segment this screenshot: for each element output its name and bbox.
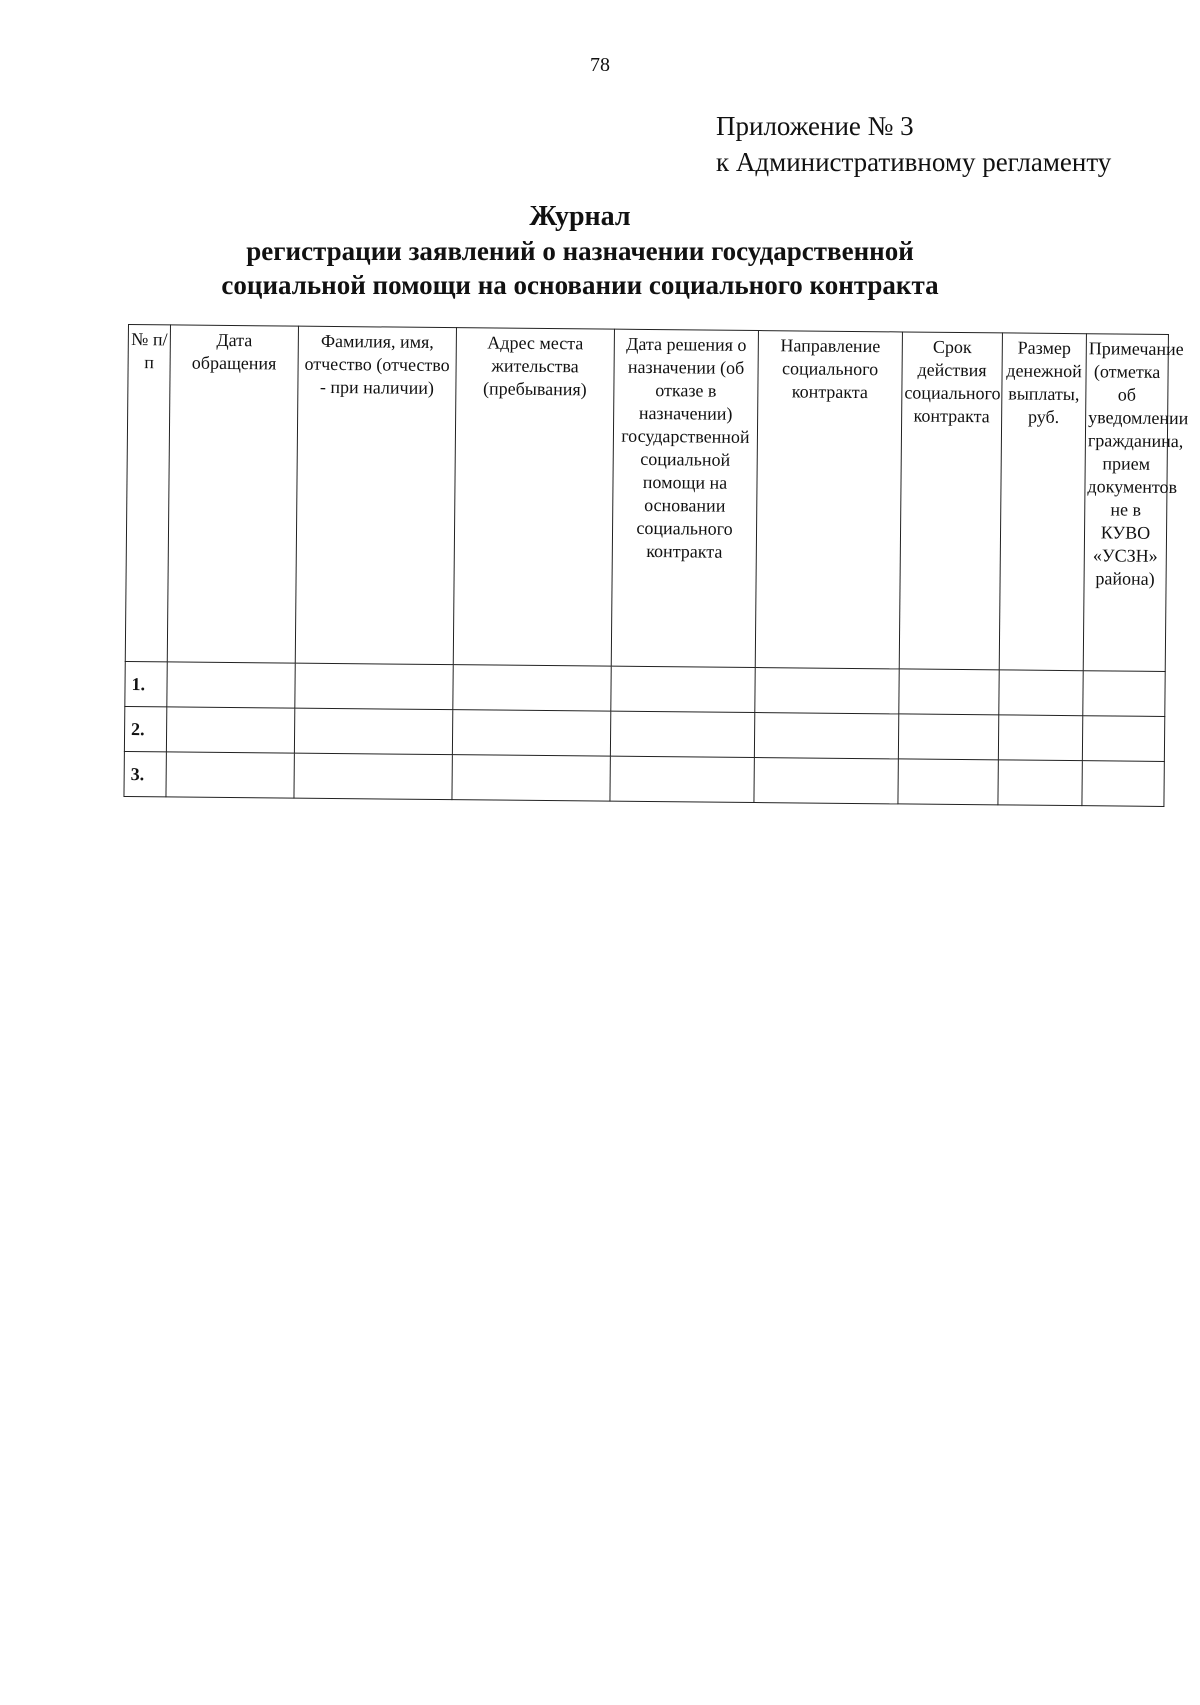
table-cell — [898, 759, 998, 805]
title-line-2: регистрации заявлений о назначении государственной — [246, 236, 914, 266]
table-header-row — [125, 325, 1168, 672]
header-application-date: Дата обращения — [167, 325, 298, 663]
header-number: № п/п — [125, 325, 170, 662]
table-cell — [294, 708, 452, 755]
row-number: 3. — [124, 751, 166, 796]
table-cell — [452, 755, 610, 802]
table-cell — [1082, 716, 1164, 762]
header-decision-date: Дата решения о назначении (об отказе в назначении) государственной социальной помощи на основании социального контракта — [611, 329, 758, 667]
table-cell — [998, 760, 1082, 806]
header-payment-amount: Размер денежной выплаты, руб. — [999, 333, 1086, 671]
table-cell — [611, 666, 755, 712]
table-cell — [294, 753, 452, 800]
header-contract-term: Срок действия социального контракта — [899, 332, 1002, 670]
table-cell — [610, 711, 754, 757]
header-full-name: Фамилия, имя, отчество (отчество - при наличии) — [295, 326, 456, 665]
row-number: 2. — [124, 706, 166, 751]
table-cell — [754, 758, 898, 804]
table-cell — [452, 710, 610, 757]
table-cell — [166, 707, 294, 753]
table-cell — [610, 756, 754, 802]
table-cell — [899, 669, 999, 715]
header-contract-direction: Направление социального контракта — [755, 331, 902, 669]
table-cell — [166, 752, 294, 798]
table-cell — [754, 713, 898, 759]
header-address: Адрес места жительства (пребывания) — [453, 328, 614, 667]
title-line-3: социальной помощи на основании социального контракта — [221, 270, 939, 300]
table-cell — [453, 665, 611, 712]
page-number: 78 — [590, 54, 610, 76]
table-cell — [998, 715, 1082, 761]
appendix-line-2: к Административному регламенту — [716, 147, 1112, 177]
appendix-note — [716, 108, 1111, 180]
table-cell — [755, 668, 899, 714]
title-line-1: Журнал — [529, 201, 631, 232]
table-row — [124, 751, 1164, 806]
table-cell — [898, 714, 998, 760]
table-cell — [295, 663, 453, 710]
table-cell — [1082, 761, 1164, 807]
table-cell — [999, 670, 1083, 716]
document-title — [200, 200, 960, 302]
table-cell — [1083, 671, 1165, 717]
row-number: 1. — [125, 661, 167, 706]
table-cell — [167, 662, 295, 708]
registration-journal-table — [123, 324, 1189, 807]
header-note: Примечание (отметка об уведомлении гражданина, прием документов не в КУВО «УСЗН» района) — [1083, 334, 1168, 672]
appendix-line-1: Приложение № 3 — [716, 111, 914, 141]
